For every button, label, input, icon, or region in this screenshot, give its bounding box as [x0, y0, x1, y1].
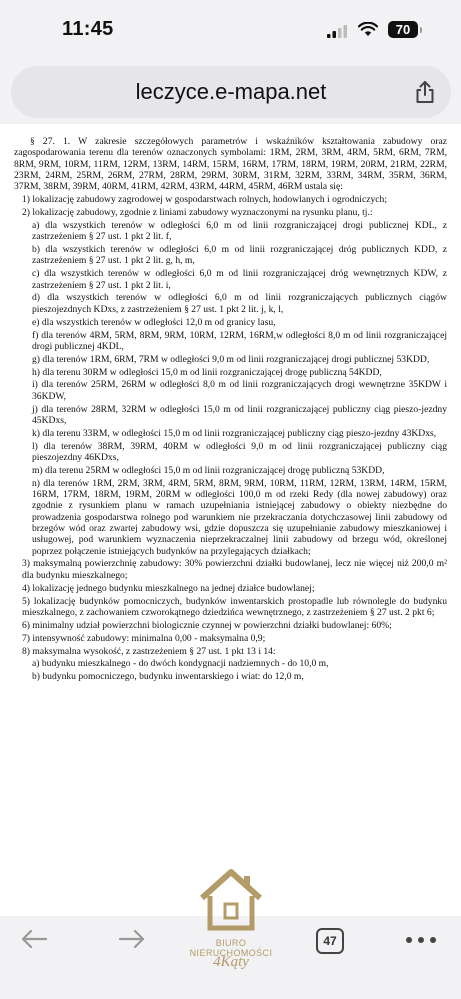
list-item: 6) minimalny udział powierzchni biologicznie czynnej w powierzchni działki budowlanej: 60%; [22, 619, 392, 631]
sub-list-item: f) dla terenów 4RM, 5RM, 8RM, 9RM, 10RM, 12RM, 16RM,w odległości 8,0 m od linii rozgraniczającej drogi publicznej 4KDL, [32, 329, 447, 352]
house-logo-icon [198, 868, 264, 932]
sub-list-item: n) dla terenów 1RM, 2RM, 3RM, 4RM, 5RM, 8RM, 9RM, 10RM, 11RM, 12RM, 13RM, 14RM, 15RM, 16RM, 17RM, 18RM, 19RM, 20RM w odległości 100,0 m od rzeki Redy (dla nowej zabudowy) oraz zgodnie z rysunkiem planu w ramach uzupełniania istniejącej zabudowy o obiekty niezbędne do prowadzenia gospodarstwa rolnego pod warunkiem nie przekraczania dotychczasowej linii zabudowy od brzegów wód oraz zwartej zabudowy wsi, gdzie dopuszcza się uzupełnianie zabudowy mieszkaniowej i usługowej, pod warunkiem wyznaczenia nieprzekraczalnej linii zabudowy od brzegu wód, określonej poprzez połączenie istniejących budynków na przylegających działkach; [32, 477, 447, 557]
wifi-icon [358, 22, 378, 37]
list-item: 4) lokalizację jednego budynku mieszkalnego na jednej działce budowlanej; [22, 582, 315, 594]
sub-list-item: b) budynku pomocniczego, budynku inwentarskiego i wiat: do 12,0 m, [32, 671, 304, 683]
sub-list-item: m) dla terenu 25RM w odległości 15,0 m od linii rozgraniczającej drogę publiczną 53KDD, [32, 464, 385, 476]
list-item: 5) lokalizację budynków pomocniczych, budynków inwentarskich prostopadle lub równolegle do budynku mieszkalnego, z zachowaniem czworokątnego dziedzińca wewnętrznego, z zastrzeżeniem § 27 ust. 2 pkt 6; [22, 595, 447, 618]
sub-list-item: k) dla terenu 33RM, w odległości 15,0 m od linii rozgraniczającej publiczny ciąg pieszo-jezdny 43KDxs, [32, 427, 437, 439]
status-time: 11:45 [62, 18, 114, 40]
back-arrow-icon[interactable] [20, 928, 48, 950]
watermark-logo [178, 868, 284, 980]
more-dots-icon[interactable] [405, 936, 437, 944]
sub-list-item: j) dla terenów 28RM, 32RM w odległości 15,0 m od linii rozgraniczającej publiczny ciąg pieszo-jezdny 45KDxs, [32, 403, 447, 426]
tabs-button[interactable]: 47 [316, 928, 344, 954]
sub-list-item: g) dla terenów 1RM, 6RM, 7RM w odległości 9,0 m od linii rozgraniczającej drogi publicznej 53KDD, [32, 353, 430, 365]
sub-list-item: b) dla wszystkich terenów w odległości 6,0 m od linii rozgraniczającej dróg publicznych KDD, z zastrzeżeniem § 27 ust. 1 pkt 2 lit. g, h, m, [32, 244, 447, 267]
watermark-brand: 4Kąty [213, 954, 249, 970]
watermark-text: BIURO NIERUCHOMOŚCI [189, 938, 273, 958]
section-paragraph: § 27. 1. W zakresie szczegółowych parametrów i wskaźników kształtowania zabudowy oraz zagospodarowania terenu dla terenów oznaczonych symbolami: 1RM, 2RM, 3RM, 4RM, 5RM, 6RM, 7RM, 8RM, 9RM, 10RM, 11RM, 12RM, 13RM, 14RM, 15RM, 16RM, 17RM, 18RM, 19RM, 20RM, 21RM, 22RM, 23RM, 24RM, 25RM, 26RM, 27RM, 28RM, 29RM, 30RM, 31RM, 32RM, 33RM, 34RM, 35RM, 36RM, 37RM, 38RM, 39RM, 40RM, 41RM, 42RM, 43RM, 44RM, 45RM, 46RM ustala się: [14, 136, 447, 193]
battery-cap [420, 27, 422, 33]
cellular-signal-icon [327, 25, 347, 38]
list-item: 2) lokalizację zabudowy, zgodnie z liniami zabudowy wyznaczonymi na rysunku planu, tj.: [22, 206, 373, 218]
battery-icon: 70 [388, 21, 418, 38]
share-icon[interactable] [414, 80, 436, 104]
forward-arrow-icon[interactable] [118, 928, 146, 950]
list-item: 3) maksymalną powierzchnię zabudowy: 30% powierzchni działki budowlanej, lecz nie więcej niż 200,0 m² dla budynku mieszkalnego; [22, 558, 447, 581]
sub-list-item: a) dla wszystkich terenów w odległości 6,0 m od linii rozgraniczającej drogi publicznej KDL, z zastrzeżeniem § 27 ust. 1 pkt 2 lit. f, [32, 219, 447, 243]
sub-list-item: c) dla wszystkich terenów w odległości 6,0 m od linii rozgraniczającej dróg wewnętrznych KDW, z zastrzeżeniem § 27 ust. 1 pkt 2 lit. i, [32, 268, 447, 291]
sub-list-item: a) budynku mieszkalnego - do dwóch kondygnacji nadziemnych - do 10,0 m, [32, 658, 329, 670]
status-bar [0, 0, 461, 58]
list-item: 7) intensywność zabudowy: minimalna 0,00 - maksymalna 0,9; [22, 632, 266, 644]
address-bar[interactable] [11, 66, 451, 118]
sub-list-item: h) dla terenu 30RM w odległości 15,0 m od linii rozgraniczającej drogę publiczną 54KDD, [32, 366, 382, 378]
sub-list-item: l) dla terenów 38RM, 39RM, 40RM w odległości 9,0 m od linii rozgraniczającej publiczny ciąg pieszojezdny 46KDxs, [32, 440, 447, 464]
sub-list-item: e) dla wszystkich terenów w odległości 12,0 m od granicy lasu, [32, 316, 276, 328]
list-item: 8) maksymalna wysokość, z zastrzeżeniem § 27 ust. 1 pkt 13 i 14: [22, 645, 276, 657]
document-page [0, 124, 461, 924]
list-item: 1) lokalizację zabudowy zagrodowej w gospodarstwach rolnych, hodowlanych i ogrodniczych; [22, 194, 387, 206]
document-text [14, 136, 447, 684]
sub-list-item: i) dla terenów 25RM, 26RM w odległości 8,0 m od linii rozgraniczających drogi wewnętrzne 35KDW i 36KDW, [32, 379, 447, 402]
url-text[interactable]: leczyce.e-mapa.net [135, 79, 327, 104]
sub-list-item: d) dla wszystkich terenów w odległości 6,0 m od linii rozgraniczających publicznych ciągów pieszojezdnych KDxs, z zastrzeżeniem § 27 ust. 1 pkt 2 lit. j, k, l, [32, 292, 447, 315]
